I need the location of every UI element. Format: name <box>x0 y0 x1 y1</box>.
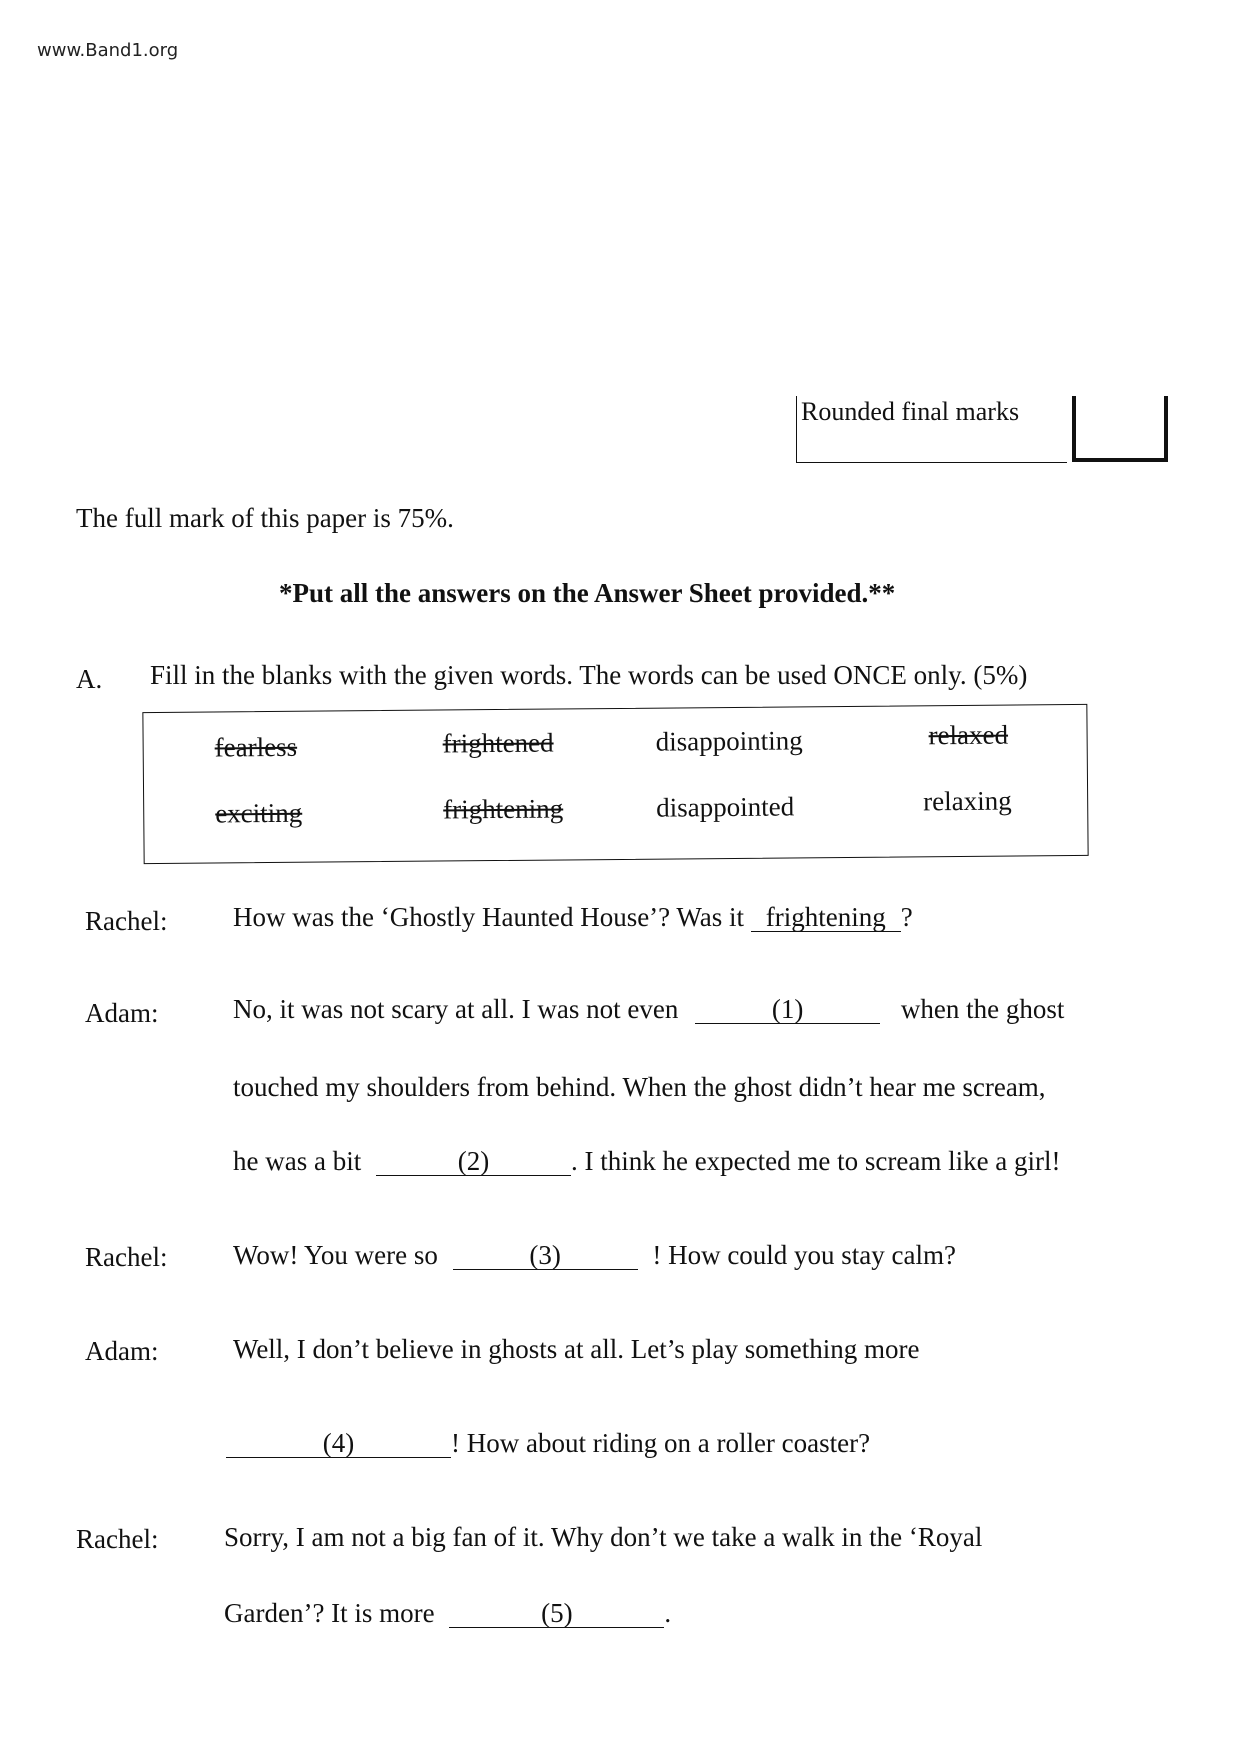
blank-4: (4) <box>226 1430 451 1458</box>
section-prompt: Fill in the blanks with the given words. The words can be used ONCE only. (5%) <box>150 660 1028 690</box>
word-bank-item: relaxing <box>923 785 1012 817</box>
blank-1: (1) <box>695 996 880 1024</box>
example-answer: frightening <box>751 904 901 932</box>
speaker-label: Rachel: <box>76 1524 159 1554</box>
speaker-label: Rachel: <box>85 906 168 936</box>
dialogue-line <box>233 1146 1061 1177</box>
full-mark-note: The full mark of this paper is 75%. <box>76 503 454 533</box>
dialogue-line <box>233 902 913 933</box>
answer-sheet-instruction: *Put all the answers on the Answer Sheet provided.** <box>279 578 896 608</box>
speaker-label: Rachel: <box>85 1242 168 1272</box>
word-bank-item: frightened <box>442 727 554 759</box>
dialogue-text: ? <box>900 902 913 932</box>
word-bank-item: disappointed <box>656 791 795 823</box>
marks-entry-cell <box>1072 396 1168 462</box>
dialogue-text: Wow! You were so <box>233 1240 445 1270</box>
dialogue-text: Sorry, I am not a big fan of it. Why don’t we take a walk in the ‘Royal <box>224 1522 983 1552</box>
dialogue-text: How was the ‘Ghostly Haunted House’? Was it <box>233 902 751 932</box>
dialogue-text: touched my shoulders from behind. When the ghost didn’t hear me scream, <box>233 1072 1046 1102</box>
rounded-final-marks-box <box>796 396 1067 463</box>
blank-2: (2) <box>376 1148 571 1176</box>
dialogue-line <box>233 1240 956 1271</box>
marks-label: Rounded final marks <box>801 397 1020 426</box>
speaker-label: Adam: <box>85 998 159 1028</box>
dialogue-text: No, it was not scary at all. I was not even <box>233 994 686 1024</box>
blank-3: (3) <box>453 1242 638 1270</box>
word-bank-item: relaxed <box>928 719 1009 751</box>
section-letter: A. <box>76 664 103 694</box>
word-bank <box>142 704 1088 864</box>
dialogue-text: Well, I don’t believe in ghosts at all. Let’s play something more <box>233 1334 920 1364</box>
dialogue-line <box>226 1428 870 1459</box>
dialogue-text: ! How about riding on a roller coaster? <box>451 1428 871 1458</box>
dialogue-line <box>233 994 1064 1025</box>
word-bank-item: exciting <box>215 797 303 829</box>
word-bank-item: fearless <box>214 731 298 763</box>
blank-5: (5) <box>449 1600 664 1628</box>
word-bank-item: frightening <box>443 793 564 825</box>
dialogue-text: when the ghost <box>894 994 1065 1024</box>
dialogue-line <box>224 1598 671 1629</box>
dialogue-text: . I think he expected me to scream like a girl! <box>570 1146 1061 1176</box>
speaker-label: Adam: <box>85 1336 159 1366</box>
dialogue-text: Garden’? It is more <box>224 1598 442 1628</box>
word-bank-item: disappointing <box>655 725 803 757</box>
dialogue-text: ! How could you stay calm? <box>645 1240 956 1270</box>
dialogue-text: . <box>664 1598 672 1628</box>
watermark: www.Band1.org <box>37 40 179 61</box>
dialogue-text: he was a bit <box>233 1146 368 1176</box>
